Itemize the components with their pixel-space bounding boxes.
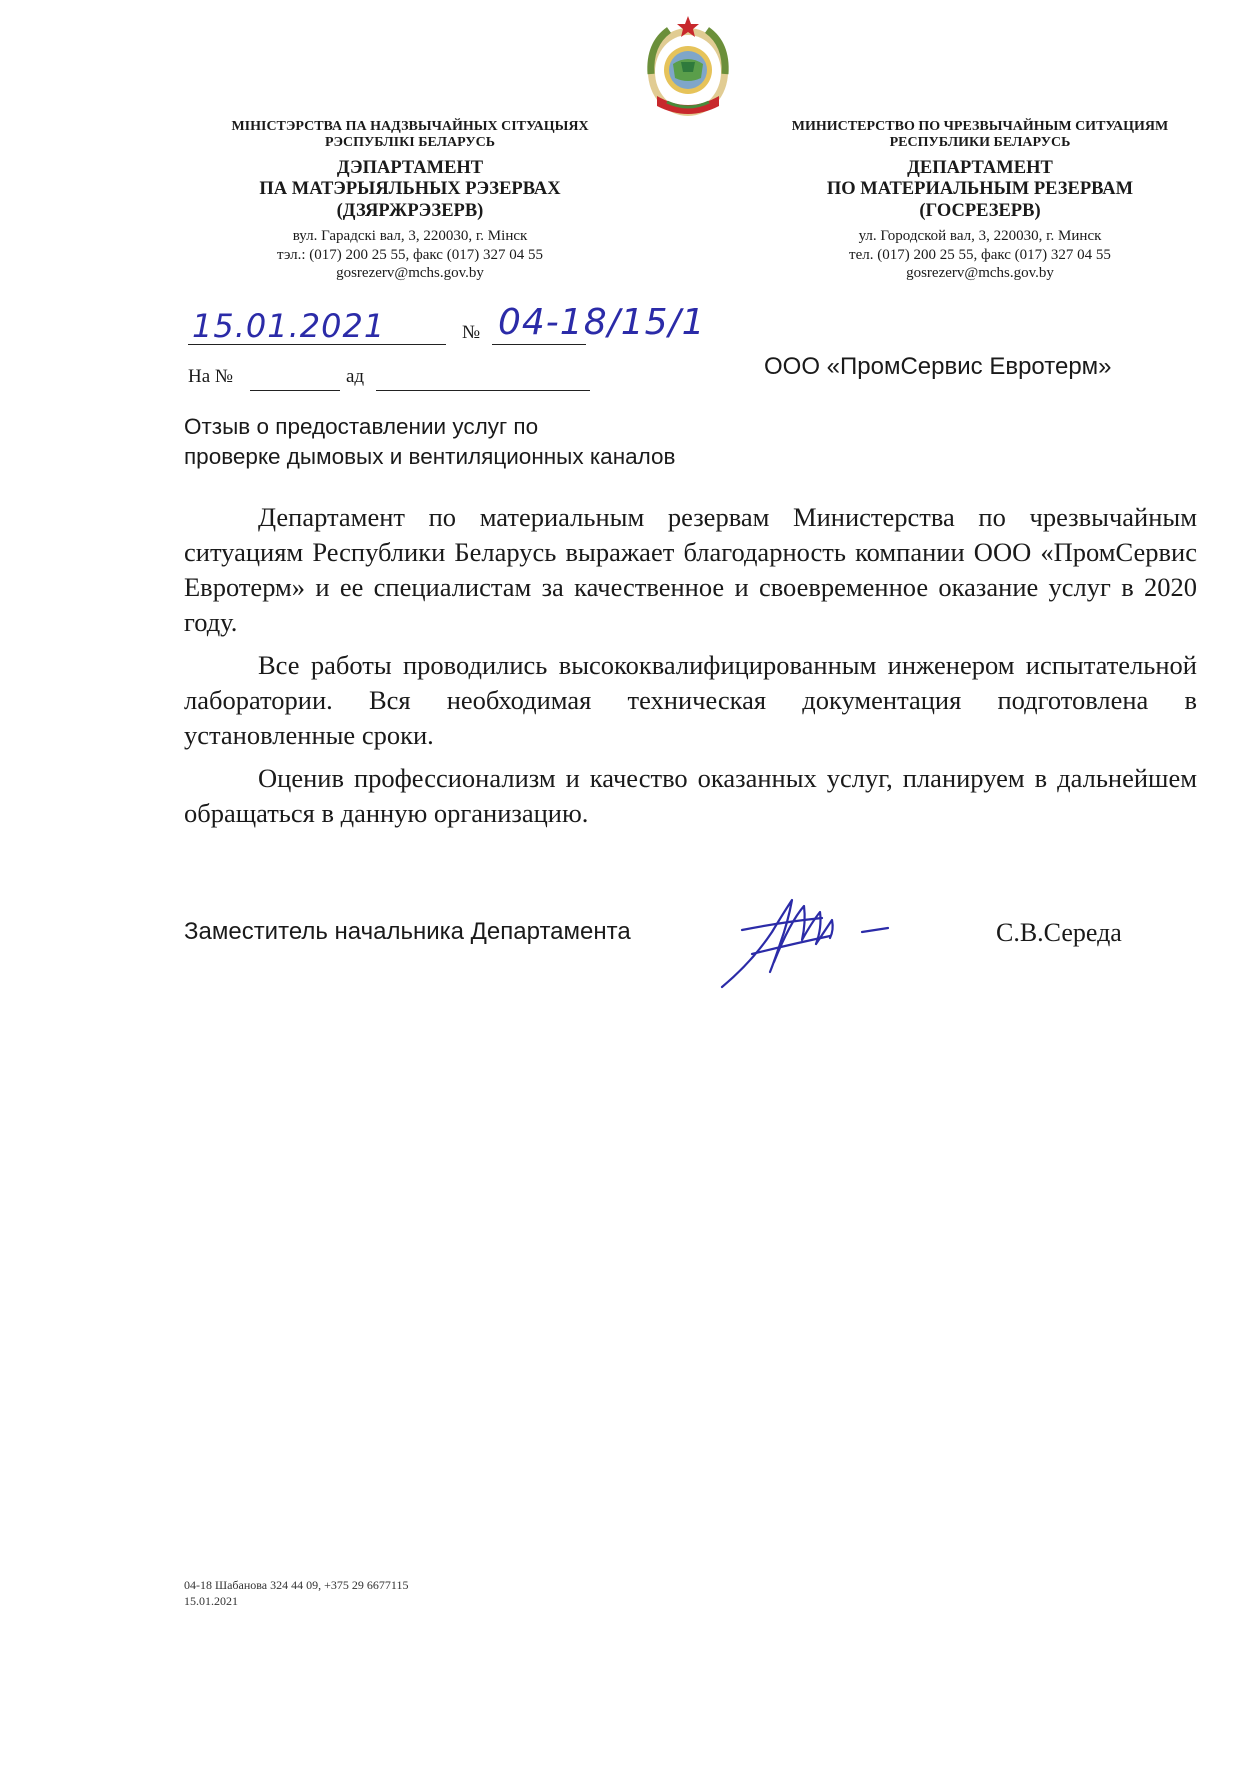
paragraph: Все работы проводились высококвалифицированным инженером испытательной лаборатории. Вся необходимая техническая документация подготовлена в установленные сроки. [184,650,1197,750]
dept-line3: (ГОСРЕЗЕРВ) [919,200,1041,221]
dept-line2: ПА МАТЭРЫЯЛЬНЫХ РЭЗЕРВАХ [259,179,561,200]
ministry-line2: РЕСПУБЛИКИ БЕЛАРУСЬ [889,135,1071,151]
state-emblem-icon [643,14,733,122]
address: ул. Городской вал, 3, 220030, г. Минск [858,227,1102,244]
subject [184,412,675,472]
signatory-name: С.В.Середа [996,918,1122,947]
paragraph: Департамент по материальным резервам Министерства по чрезвычайным ситуациям Республики Беларусь выражает благодарность компании ООО «ПромСервис Евротерм» и ее специалистам за качественное и своевременное оказание услуг в 2020 году. [184,502,1197,637]
dept-line1: ДЭПАРТАМЕНТ [336,158,484,179]
header-belarusian [175,119,645,283]
reply-number-line [250,390,340,391]
phone: тел. (017) 200 25 55, факс (017) 327 04 55 [849,246,1111,263]
paragraph: Оценив профессионализм и качество оказанных услуг, планируем в дальнейшем обращаться в данную организацию. [184,763,1197,828]
dept-line1: ДЕПАРТАМЕНТ [907,158,1053,179]
handwritten-signature [712,892,952,992]
footer-line1: 04-18 Шабанова 324 44 09, +375 29 6677115 [184,1578,409,1592]
dept-line3: (ДЗЯРЖРЭЗЕРВ) [336,200,484,221]
date-underline [188,344,446,345]
ministry-line2: РЭСПУБЛІКІ БЕЛАРУСЬ [324,135,495,151]
email: gosrezerv@mchs.gov.by [336,265,484,282]
number-underline [492,344,586,345]
registration-date: 15.01.2021 [192,307,386,345]
reply-date-line [376,390,590,391]
ministry-line1: МІНІСТЭРСТВА ПА НАДЗВЫЧАЙНЫХ СІТУАЦЫЯХ [231,119,589,134]
dept-line2: ПО МАТЕРИАЛЬНЫМ РЕЗЕРВАМ [826,179,1134,200]
reply-label: На № [188,366,234,387]
number-label: № [462,322,481,343]
footer-note [184,1577,408,1609]
registration-number: 04-18/15/1 [498,302,706,343]
from-label: ад [346,366,365,387]
header-russian [745,119,1215,283]
letter-body [184,500,1197,839]
ministry-line1: МИНИСТЕРСТВО ПО ЧРЕЗВЫЧАЙНЫМ СИТУАЦИЯМ [791,119,1169,134]
subject-line1: Отзыв о предоставлении услуг по [184,414,539,439]
addressee: ООО «ПромСервис Евротерм» [764,353,1112,380]
address: вул. Гарадскі вал, 3, 220030, г. Мінск [292,227,528,244]
footer-line2: 15.01.2021 [184,1594,238,1609]
email: gosrezerv@mchs.gov.by [906,265,1054,282]
phone: тэл.: (017) 200 25 55, факс (017) 327 04 55 [277,246,543,263]
signatory-title: Заместитель начальника Департамента [184,918,631,945]
subject-line2: проверке дымовых и вентиляционных каналов [184,443,676,469]
